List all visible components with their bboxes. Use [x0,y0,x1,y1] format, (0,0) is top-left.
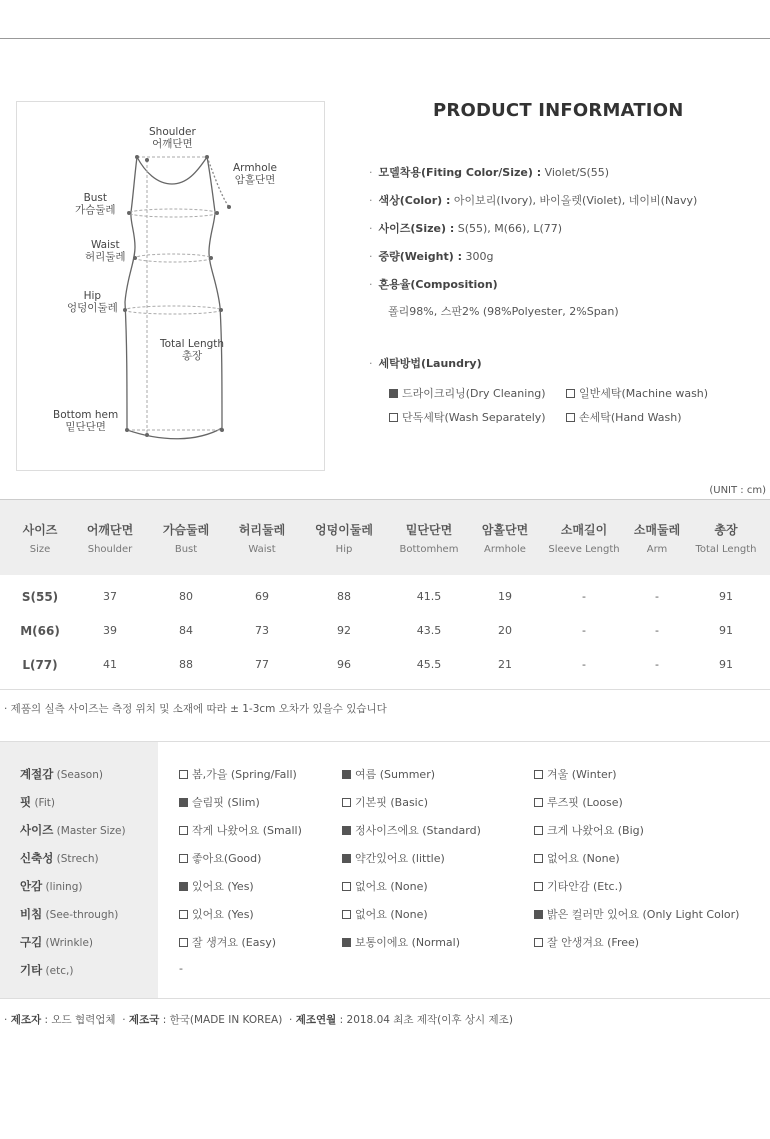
attribute-option-label: 있어요 (Yes) [192,880,254,893]
size-cell: - [655,624,659,637]
info-weight: · 중량(Weight) : 300g [369,250,494,263]
size-cell: 88 [179,658,193,671]
size-table-header [0,499,770,575]
info-laundry: · 세탁방법(Laundry) [369,357,482,370]
unchecked-box-icon [534,854,543,863]
attribute-option[interactable] [534,906,739,922]
checked-box-icon [342,770,351,779]
size-cell: 20 [498,624,512,637]
checked-box-icon [342,854,351,863]
checked-box-icon [179,882,188,891]
attribute-label [20,794,55,810]
attribute-option[interactable] [179,934,276,950]
attribute-option-label: 없어요 (None) [547,852,620,865]
size-cell: 41.5 [416,590,442,603]
attribute-label-ko: 구김 [20,935,43,949]
attribute-label-ko: 안감 [20,879,43,893]
attribute-label [20,906,118,922]
top-divider [0,38,770,39]
size-cell: 91 [719,590,733,603]
size-cell: 96 [337,658,351,671]
unchecked-box-icon [342,882,351,891]
size-header-ko: 총장 [714,523,738,537]
attribute-option[interactable] [534,878,622,894]
size-cell: 77 [255,658,269,671]
size-row-label: S(55) [21,590,59,604]
attribute-option[interactable] [179,822,302,838]
attribute-option[interactable] [179,878,254,894]
laundry-option[interactable] [389,385,546,401]
attribute-option[interactable] [342,850,445,866]
size-cell: 92 [337,624,351,637]
attribute-option-label: 잘 생겨요 (Easy) [192,936,277,949]
unchecked-box-icon [179,770,188,779]
attribute-option[interactable] [534,766,617,782]
attribute-label-ko: 비침 [20,907,43,921]
product-info-title: PRODUCT INFORMATION [433,100,684,121]
attribute-option-label: 약간있어요 (little) [355,852,445,865]
attribute-option[interactable] [342,822,481,838]
unchecked-box-icon [534,770,543,779]
attribute-label-en: (lining) [42,881,83,893]
laundry-option-label: 손세탁(Hand Wash) [579,411,682,424]
checked-box-icon [179,798,188,807]
laundry-option-label: 일반세탁(Machine wash) [579,387,709,400]
attribute-label-en: (etc,) [42,965,74,977]
attribute-label-en: (See-through) [42,909,119,921]
attribute-option[interactable] [342,878,428,894]
attribute-option[interactable] [534,794,623,810]
size-header-en: Sleeve Length [548,544,620,555]
unchecked-box-icon [179,826,188,835]
attribute-label-ko: 신축성 [20,851,54,865]
attribute-option-label: 여름 (Summer) [355,768,436,781]
attribute-option-label: 있어요 (Yes) [192,908,254,921]
attribute-option-label: 루즈핏 (Loose) [547,796,623,809]
size-cell: 45.5 [416,658,442,671]
unchecked-box-icon [534,826,543,835]
checked-box-icon [534,910,543,919]
attribute-option-label: 없어요 (None) [355,880,428,893]
attr-bottom-divider [0,998,770,999]
attribute-label-ko: 사이즈 [20,823,54,837]
size-header-ko: 가슴둘레 [162,523,210,537]
size-cell: 91 [719,658,733,671]
size-cell: 73 [255,624,269,637]
unchecked-box-icon [566,413,575,422]
size-header-ko: 암홀단면 [481,523,529,537]
size-cell: - [582,658,586,671]
info-composition-value: 폴리98%, 스판2% (98%Polyester, 2%Span) [388,305,619,318]
size-note: · 제품의 실측 사이즈는 측정 위치 및 소재에 따라 ± 1-3cm 오차가 있을수 있습니다 [4,703,387,715]
unchecked-box-icon [179,910,188,919]
attribute-option-label: 작게 나왔어요 (Small) [192,824,302,837]
size-header-en: Size [29,544,51,555]
checked-box-icon [389,389,398,398]
attribute-label-en: (Strech) [53,853,99,865]
attribute-label [20,822,126,838]
size-cell: 21 [498,658,512,671]
attribute-option-label: 크게 나왔어요 (Big) [547,824,644,837]
attribute-label [20,766,103,782]
laundry-option-label: 드라이크리닝(Dry Cleaning) [402,387,546,400]
attribute-option[interactable] [179,850,261,866]
size-header-ko: 소매길이 [560,523,608,537]
attribute-option-label: 좋아요(Good) [192,852,262,865]
size-header-en: Armhole [484,544,526,555]
attribute-option-label: 슬림핏 (Slim) [192,796,260,809]
unchecked-box-icon [389,413,398,422]
size-cell: - [582,590,586,603]
size-header-en: Total Length [695,544,757,555]
attribute-option-label: 봄,가을 (Spring/Fall) [192,768,297,781]
attribute-option[interactable] [342,794,428,810]
unit-label: (UNIT : cm) [709,485,766,496]
size-cell: 43.5 [416,624,442,637]
size-header-ko: 소매둘레 [633,523,681,537]
size-cell: - [655,590,659,603]
attribute-label-en: (Fit) [31,797,55,809]
size-header-en: Arm [646,544,668,555]
size-table-bottom-divider [0,689,770,690]
label-bottom-hem: Bottom hem 밑단단면 [53,409,119,433]
unchecked-box-icon [342,910,351,919]
unchecked-box-icon [534,882,543,891]
attribute-option[interactable] [342,766,435,782]
attribute-label [20,878,82,894]
info-composition: · 혼용율(Composition) [369,278,498,291]
label-hip: Hip 엉덩이둘레 [67,290,118,314]
size-header-en: Waist [248,544,276,555]
unchecked-box-icon [534,798,543,807]
manufacturer-info: · 제조자 : 오드 협력업체 · 제조국 : 한국(MADE IN KOREA) · 제조연월 : 2018.04 최초 제작(이후 상시 제조) [4,1014,513,1026]
size-header-ko: 어깨단면 [86,523,134,537]
unchecked-box-icon [342,798,351,807]
size-header-ko: 사이즈 [22,523,58,537]
label-armhole: Armhole 암홀단면 [233,162,277,186]
unchecked-box-icon [534,938,543,947]
attribute-option-label: 보통이에요 (Normal) [355,936,461,949]
attribute-label [20,962,73,978]
laundry-option[interactable] [566,385,708,401]
size-cell: 88 [337,590,351,603]
checked-box-icon [342,826,351,835]
laundry-option[interactable] [566,409,682,425]
laundry-option-label: 단독세탁(Wash Separately) [402,411,546,424]
size-cell: 37 [103,590,117,603]
attribute-option[interactable] [342,934,460,950]
attribute-option[interactable] [534,850,620,866]
label-bust: Bust 가슴둘레 [75,192,116,216]
size-header-ko: 엉덩이둘레 [315,523,373,537]
label-total-length: Total Length 총장 [160,338,225,362]
label-shoulder: Shoulder 어깨단면 [149,126,196,150]
attribute-label-en: (Master Size) [53,825,126,837]
size-header-ko: 밑단단면 [405,523,453,537]
size-row-label: M(66) [20,624,60,638]
size-header-en: Bust [174,544,198,555]
attribute-option[interactable] [342,906,428,922]
garment-diagram [16,101,325,471]
attribute-value: - [179,962,183,975]
label-waist: Waist 허리둘레 [85,239,126,263]
size-header-ko: 허리둘레 [238,523,286,537]
size-cell: 19 [498,590,512,603]
attribute-option[interactable] [179,906,254,922]
laundry-option[interactable] [389,409,546,425]
attribute-option[interactable] [179,766,297,782]
checked-box-icon [342,938,351,947]
size-header-en: Shoulder [87,544,133,555]
attribute-label-en: (Season) [53,769,103,781]
attribute-label-ko: 기타 [20,963,43,977]
unchecked-box-icon [566,389,575,398]
size-cell: 84 [179,624,193,637]
size-cell: 80 [179,590,193,603]
attribute-option-label: 기본핏 (Basic) [355,796,429,809]
attribute-label-ko: 핏 [20,795,32,809]
attribute-option-label: 없어요 (None) [355,908,428,921]
info-size: · 사이즈(Size) : S(55), M(66), L(77) [369,222,563,235]
size-header-en: Bottomhem [399,544,459,555]
attribute-option-label: 기타안감 (Etc.) [547,880,623,893]
size-header-en: Hip [335,544,353,555]
size-table [0,499,770,575]
size-cell: 91 [719,624,733,637]
attribute-label [20,934,93,950]
size-row-label: L(77) [22,658,58,672]
attribute-label-en: (Wrinkle) [42,937,94,949]
size-cell: 69 [255,590,269,603]
size-cell: - [655,658,659,671]
attribute-option-label: 밝은 컬러만 있어요 (Only Light Color) [547,908,740,921]
attribute-option[interactable] [179,794,260,810]
attribute-option-label: 겨울 (Winter) [547,768,617,781]
size-cell: - [582,624,586,637]
attribute-option[interactable] [534,934,639,950]
size-cell: 39 [103,624,117,637]
info-color: · 색상(Color) : 아이보리(Ivory), 바이올렛(Violet), 네이비(Navy) [369,194,698,207]
attribute-label-ko: 계절감 [20,767,54,781]
attribute-option-label: 잘 안생겨요 (Free) [547,936,640,949]
unchecked-box-icon [179,938,188,947]
attribute-option[interactable] [534,822,644,838]
attribute-label [20,850,99,866]
size-cell: 41 [103,658,117,671]
unchecked-box-icon [179,854,188,863]
attribute-option-label: 정사이즈에요 (Standard) [355,824,481,837]
info-model: · 모델착용(Fiting Color/Size) : Violet/S(55) [369,166,610,179]
